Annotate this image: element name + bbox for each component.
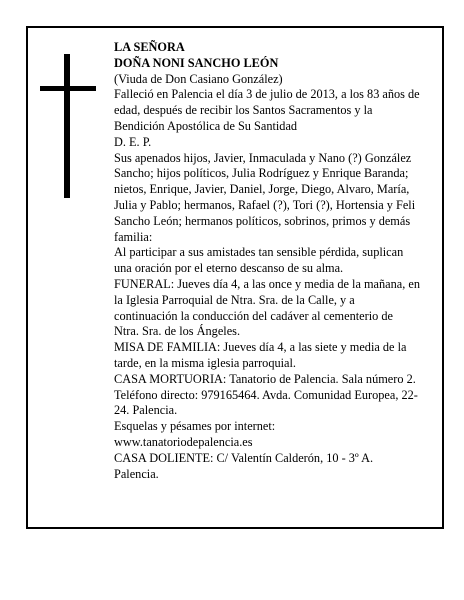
widow-subtitle: (Viuda de Don Casiano González): [114, 71, 283, 86]
prayer-request: Al participar a sus amistades tan sensible pérdida, suplican una oración por el eterno descanso de su alma.: [114, 245, 404, 276]
funeral-info: FUNERAL: Jueves día 4, a las once y media de la mañana, en la Iglesia Parroquial de Ntra. Sra. de la Calle, y a continuación la conducción del cadáver al cementerio de Ntra. Sra. de los Ángeles.: [114, 276, 420, 339]
cross-vertical-bar: [64, 54, 70, 198]
rip-line: D. E. P.: [114, 134, 152, 149]
family-list: Sus apenados hijos, Javier, Inmaculada y Nano (?) González Sancho; hijos políticos, Julia Rodríguez y Enrique Baranda; nietos, Enrique, Javier, Daniel, Jorge, Diego, Alvaro, María, Julia y Pablo; hermanos, Rafael (?), Tori (?), Hortensia y Feli Sancho León; hermanos políticos, sobrinos, primos y demás familia:: [114, 150, 416, 244]
cross-icon: [40, 54, 96, 198]
grieving-house-info: CASA DOLIENTE: C/ Valentín Calderón, 10 - 3º A. Palencia.: [114, 450, 374, 481]
family-mass-info: MISA DE FAMILIA: Jueves día 4, a las siete y media de la tarde, en la misma iglesia parroquial.: [114, 340, 407, 370]
notice-title: LA SEÑORA: [114, 40, 185, 54]
cross-horizontal-bar: [40, 86, 96, 91]
condolences-url: www.tanatoriodepalencia.es: [114, 434, 253, 449]
mortuary-info: CASA MORTUORIA: Tanatorio de Palencia. Sala número 2. Teléfono directo: 979165464. Avda. Comunidad Europea, 22-24. Palencia.: [114, 371, 418, 418]
condolences-label: Esquelas y pésames por internet:: [114, 419, 276, 434]
notice-text: [114, 40, 420, 482]
deceased-name: DOÑA NONI SANCHO LEÓN: [114, 55, 279, 70]
death-statement: Falleció en Palencia el día 3 de julio de 2013, a los 83 años de edad, después de recibir los Santos Sacramentos y la Bendición Apostólica de Su Santidad: [114, 87, 420, 133]
